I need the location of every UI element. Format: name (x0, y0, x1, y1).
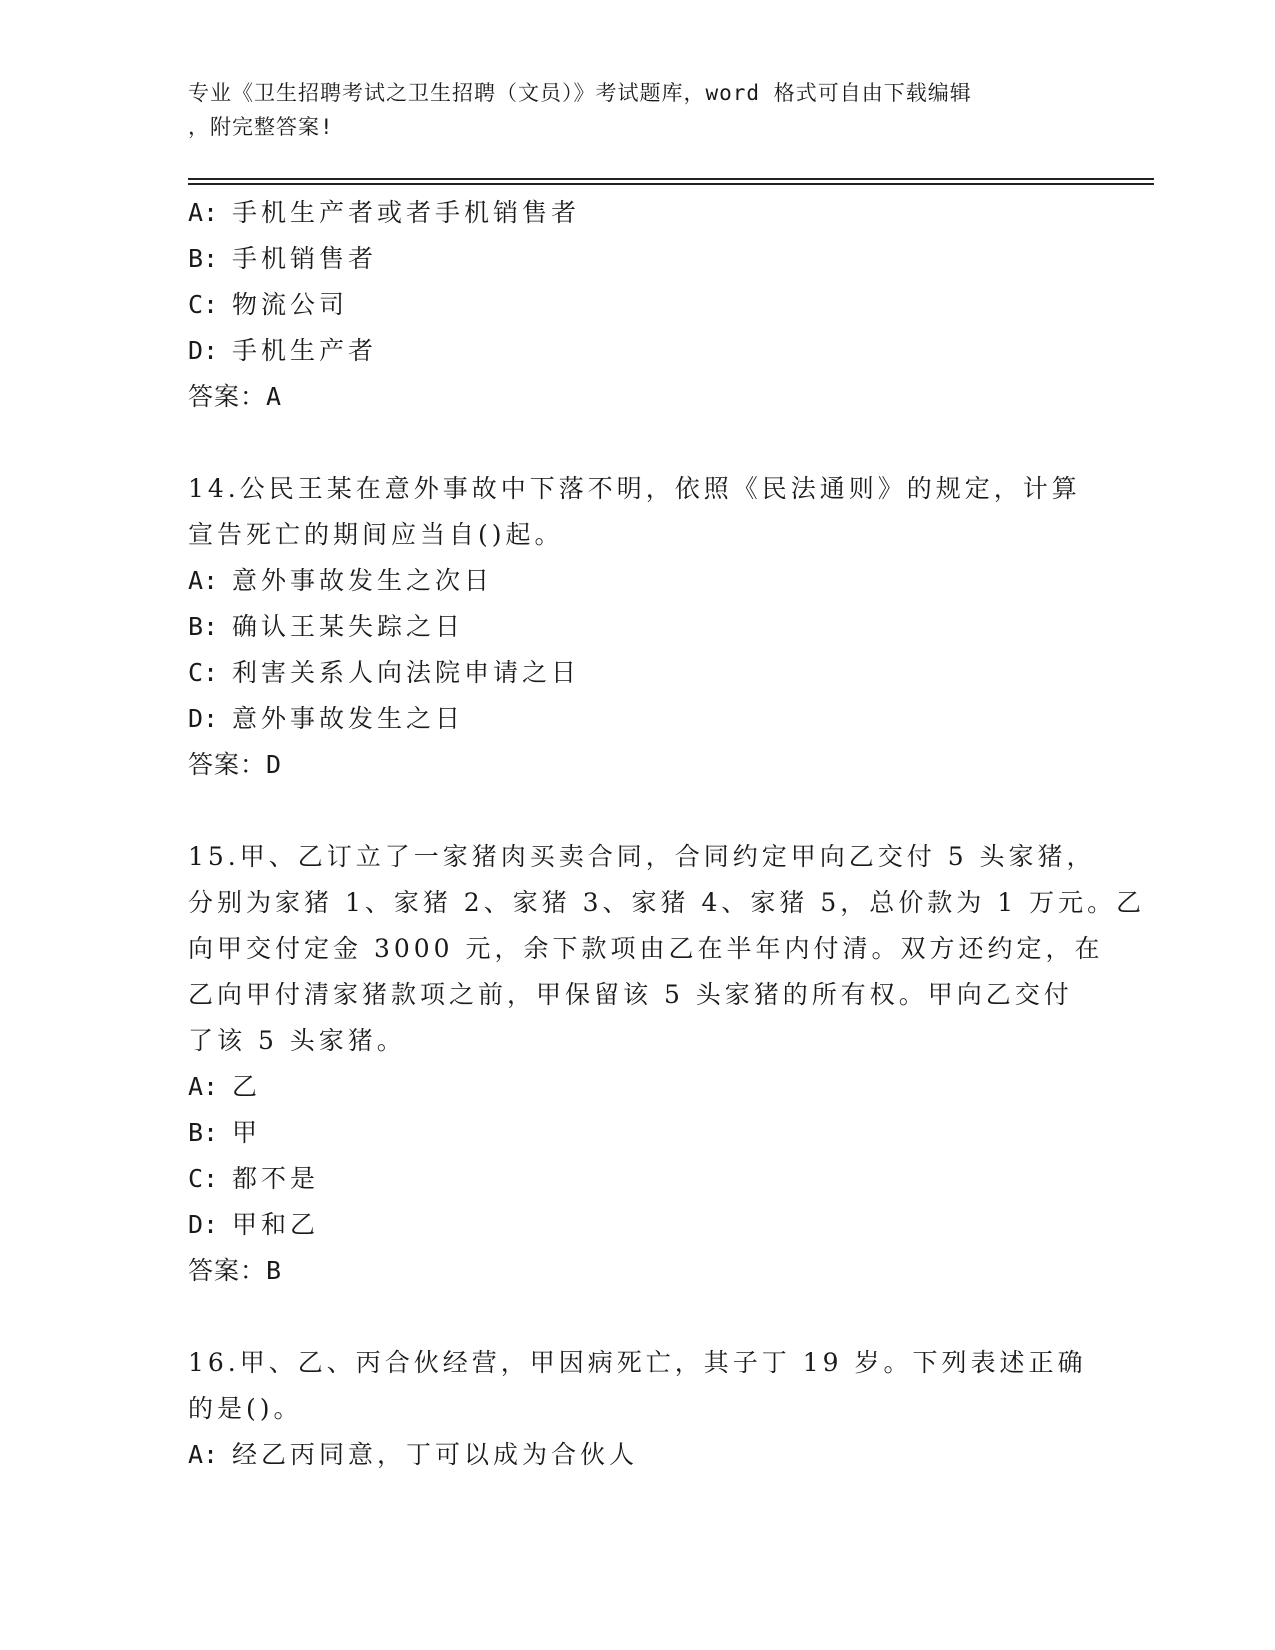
answer-label: 答案： (188, 1256, 267, 1285)
question-13 (188, 190, 1088, 420)
option-b (188, 1110, 1088, 1156)
answer-value: A (266, 382, 283, 411)
option-text: 手机生产者或者手机销售者 (232, 198, 581, 227)
question-stem (188, 1340, 1088, 1432)
question-stem (188, 834, 1146, 1064)
option-a (188, 558, 1088, 604)
question-content (188, 190, 1146, 1478)
option-text: 都不是 (232, 1164, 320, 1193)
option-key: B: (188, 1118, 219, 1147)
option-text: 确认王某失踪之日 (232, 612, 465, 641)
stem-line: 的是()。 (188, 1394, 303, 1423)
option-text: 甲和乙 (232, 1210, 320, 1239)
option-key: A: (188, 566, 219, 595)
stem-line: 15.甲、乙订立了一家猪肉买卖合同，合同约定甲向乙交付 5 头家猪， (188, 842, 1096, 871)
option-d (188, 328, 1088, 374)
option-key: D: (188, 1210, 219, 1239)
option-text: 甲 (232, 1118, 262, 1147)
option-text: 意外事故发生之次日 (232, 566, 494, 595)
option-key: C: (188, 658, 219, 687)
option-d (188, 696, 1088, 742)
option-a (188, 1064, 1088, 1110)
answer-value: B (266, 1256, 283, 1285)
option-text: 物流公司 (232, 290, 349, 319)
stem-line: 了该 5 头家猪。 (188, 1026, 406, 1055)
option-key: D: (188, 704, 219, 733)
stem-line: 14.公民王某在意外事故中下落不明，依照《民法通则》的规定，计算 (188, 474, 1081, 503)
header-line-1: 专业《卫生招聘考试之卫生招聘（文员）》考试题库，word 格式可自由下载编辑 (188, 81, 972, 105)
stem-line: 分别为家猪 1、家猪 2、家猪 3、家猪 4、家猪 5，总价款为 1 万元。乙 (188, 888, 1146, 917)
option-key: A: (188, 1440, 219, 1469)
option-a (188, 190, 1088, 236)
option-text: 乙 (232, 1072, 262, 1101)
option-text: 意外事故发生之日 (232, 704, 465, 733)
question-14 (188, 466, 1088, 788)
option-c (188, 282, 1088, 328)
option-text: 经乙丙同意，丁可以成为合伙人 (232, 1440, 639, 1469)
header-divider-bottom (188, 183, 1154, 185)
option-text: 手机销售者 (232, 244, 378, 273)
question-15 (188, 834, 1146, 1294)
option-key: C: (188, 1164, 219, 1193)
option-key: B: (188, 244, 219, 273)
option-d (188, 1202, 1088, 1248)
stem-line: 16.甲、乙、丙合伙经营，甲因病死亡，其子丁 19 岁。下列表述正确 (188, 1348, 1087, 1377)
header-line-2: ，附完整答案! (188, 115, 334, 139)
stem-line: 乙向甲付清家猪款项之前，甲保留该 5 头家猪的所有权。甲向乙交付 (188, 980, 1073, 1009)
option-key: A: (188, 1072, 219, 1101)
question-stem (188, 466, 1088, 558)
answer-label: 答案： (188, 750, 267, 779)
option-key: B: (188, 612, 219, 641)
option-key: A: (188, 198, 219, 227)
stem-line: 向甲交付定金 3000 元，余下款项由乙在半年内付清。双方还约定，在 (188, 934, 1104, 963)
option-c (188, 650, 1088, 696)
answer-line (188, 374, 1088, 420)
option-text: 利害关系人向法院申请之日 (232, 658, 581, 687)
option-key: D: (188, 336, 219, 365)
option-text: 手机生产者 (232, 336, 378, 365)
option-a (188, 1432, 1088, 1478)
option-b (188, 236, 1088, 282)
answer-value: D (266, 750, 283, 779)
option-key: C: (188, 290, 219, 319)
answer-line (188, 1248, 1088, 1294)
document-header (188, 76, 1078, 144)
answer-line (188, 742, 1088, 788)
answer-label: 答案： (188, 382, 267, 411)
header-divider-top (188, 178, 1154, 180)
option-b (188, 604, 1088, 650)
stem-line: 宣告死亡的期间应当自()起。 (188, 520, 564, 549)
question-16 (188, 1340, 1088, 1478)
option-c (188, 1156, 1088, 1202)
